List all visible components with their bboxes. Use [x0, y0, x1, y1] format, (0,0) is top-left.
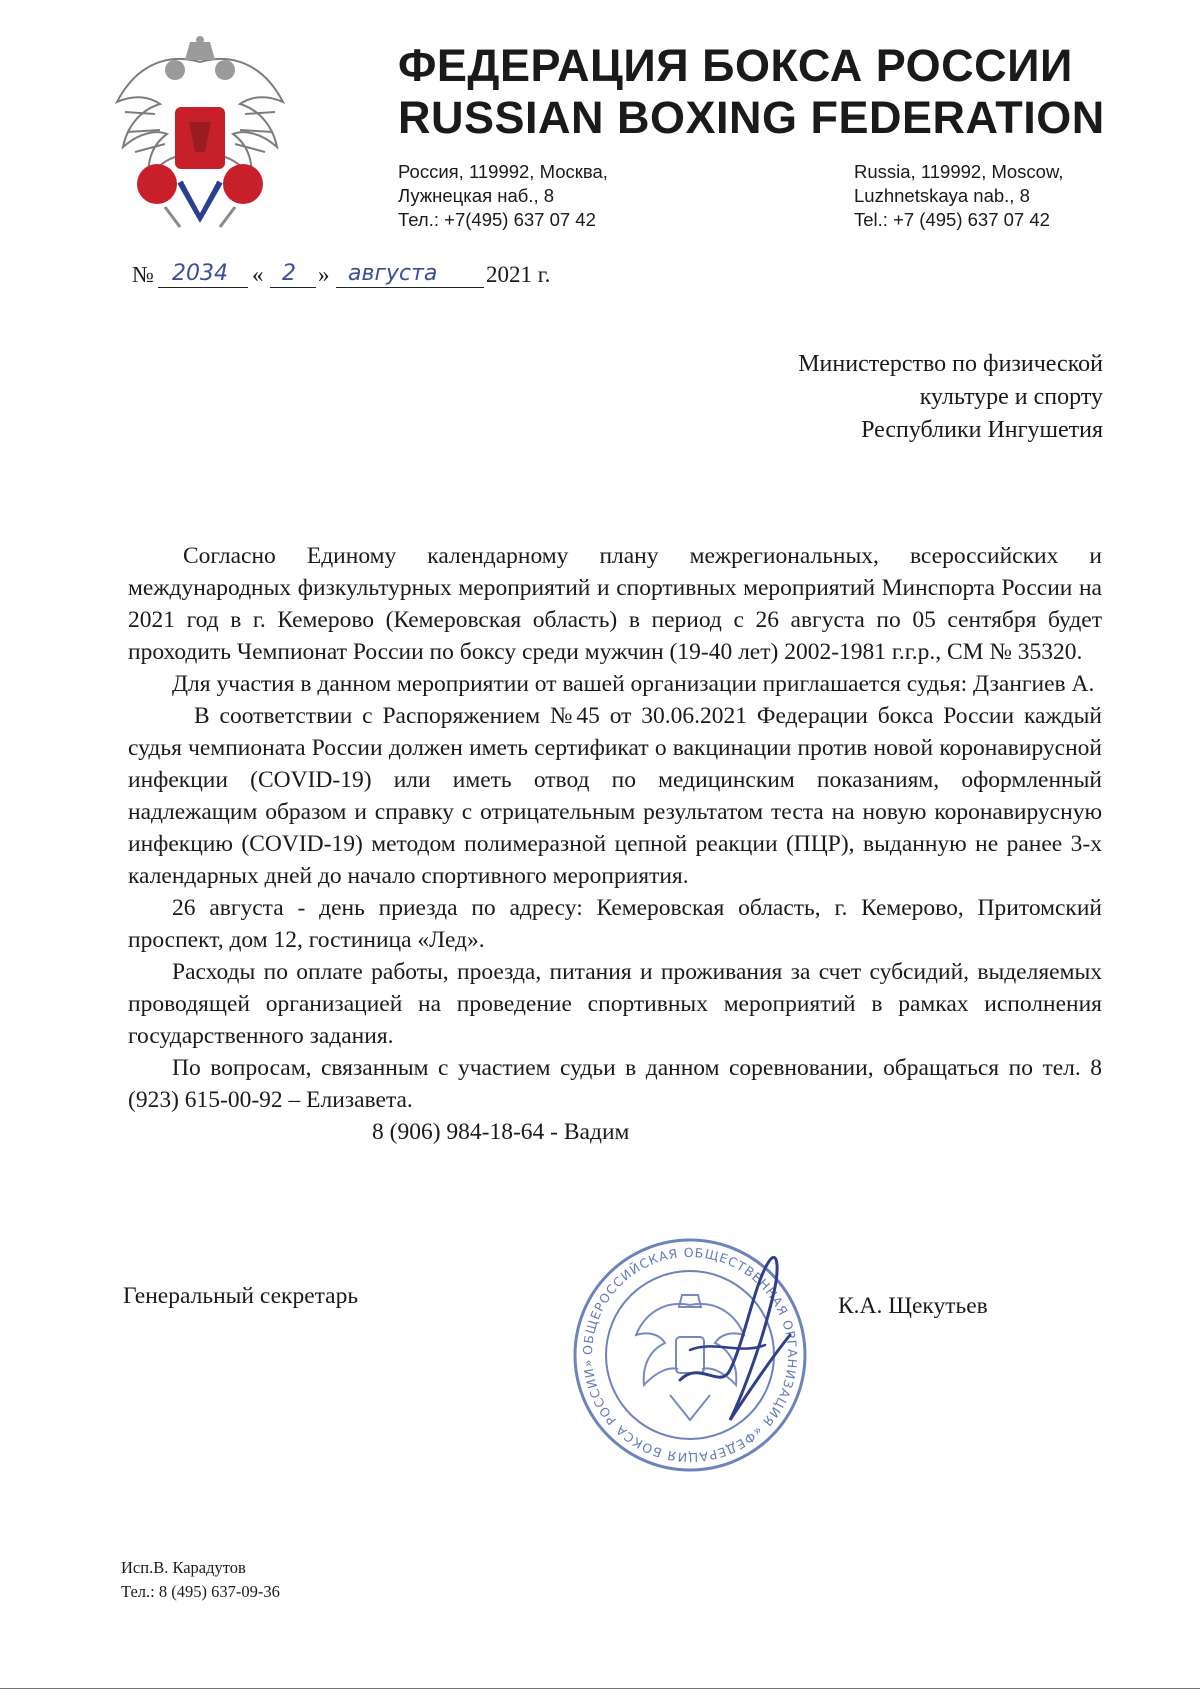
address-en [854, 160, 1063, 232]
executor-name: Исп.В. Карадутов [121, 1558, 246, 1577]
org-title [398, 40, 1118, 144]
stamp-ring-text: ОБЩЕРОССИЙСКАЯ ОБЩЕСТВЕННАЯ ОРГАНИЗАЦИЯ «ФЕДЕРАЦИЯ БОКСА РОССИИ» [579, 1244, 801, 1466]
address-en-line: Russia, 119992, Moscow, [854, 161, 1064, 182]
address-ru-line: Тел.: +7(495) 637 07 42 [398, 209, 596, 230]
outgoing-day: 2 [282, 261, 296, 286]
executor-phone: Тел.: 8 (495) 637-09-36 [121, 1582, 280, 1601]
address-en-line: Tel.: +7 (495) 637 07 42 [854, 209, 1050, 230]
body-paragraph: Согласно Единому календарному плану межрегиональных, всероссийских и международных физкультурных мероприятий и спортивных мероприятий Минспорта России на 2021 год в г. Кемерово (Кемеровская область) в период с 26 августа по 05 сентября будет проходить Чемпионат России по боксу среди мужчин (19-40 лет) 2002-1981 г.г.р., СМ № 35320. [128, 543, 1102, 665]
signatory-role: Генеральный секретарь [123, 1283, 359, 1309]
signatory-name: К.А. Щекутьев [838, 1293, 988, 1319]
close-quote: » [318, 262, 330, 287]
executor-info [121, 1556, 280, 1604]
recipient-block [683, 348, 1103, 447]
outgoing-month: августа [348, 261, 438, 286]
address-ru-line: Лужнецкая наб., 8 [398, 185, 555, 206]
letter-body [128, 540, 1102, 1148]
handwritten-signature-icon [660, 1240, 810, 1440]
recipient-line: культуре и спорту [919, 384, 1103, 410]
recipient-line: Министерство по физической [798, 351, 1103, 377]
outgoing-number: 2034 [172, 261, 228, 286]
body-paragraph: 8 (906) 984-18-64 - Вадим [372, 1119, 630, 1145]
page-edge-divider [0, 1688, 1200, 1689]
open-quote: « [252, 262, 264, 287]
org-title-ru: ФЕДЕРАЦИЯ БОКСА РОССИИ [398, 40, 1073, 91]
outgoing-number-line [132, 258, 632, 292]
federation-emblem-icon [105, 32, 295, 232]
number-label: № [132, 262, 154, 287]
body-paragraph: По вопросам, связанным с участием судьи в данном соревновании, обращаться по тел. 8 (923) 615-00-92 – Елизавета. [128, 1055, 1102, 1113]
address-ru-line: Россия, 119992, Москва, [398, 161, 608, 182]
address-en-line: Luzhnetskaya nab., 8 [854, 185, 1030, 206]
outgoing-year: 2021 г. [486, 262, 551, 287]
body-paragraph: В соответствии с Распоряжением №45 от 30.06.2021 Федерации бокса России каждый судья чемпионата России должен иметь сертификат о вакцинации против новой коронавирусной инфекции (COVID-19) или иметь отвод по медицинским показаниям, оформленный надлежащим образом и справку с отрицательным результатом теста на новую коронавирусную инфекцию (COVID-19) методом полимеразной цепной реакции (ПЦР), выданную не ранее 3-х календарных дней до начало спортивного мероприятия. [128, 703, 1102, 889]
body-paragraph: Расходы по оплате работы, проезда, питания и проживания за счет субсидий, выделяемых проводящей организацией на проведение спортивных мероприятий в рамках исполнения государственного задания. [128, 959, 1102, 1049]
recipient-line: Республики Ингушетия [861, 417, 1103, 443]
body-paragraph: Для участия в данном мероприятии от вашей организации приглашается судья: Дзангиев А. [172, 671, 1095, 697]
body-paragraph: 26 августа - день приезда по адресу: Кемеровская область, г. Кемерово, Притомский проспект, дом 12, гостиница «Лед». [128, 895, 1102, 953]
org-title-en: RUSSIAN BOXING FEDERATION [398, 92, 1105, 143]
address-ru [398, 160, 608, 232]
